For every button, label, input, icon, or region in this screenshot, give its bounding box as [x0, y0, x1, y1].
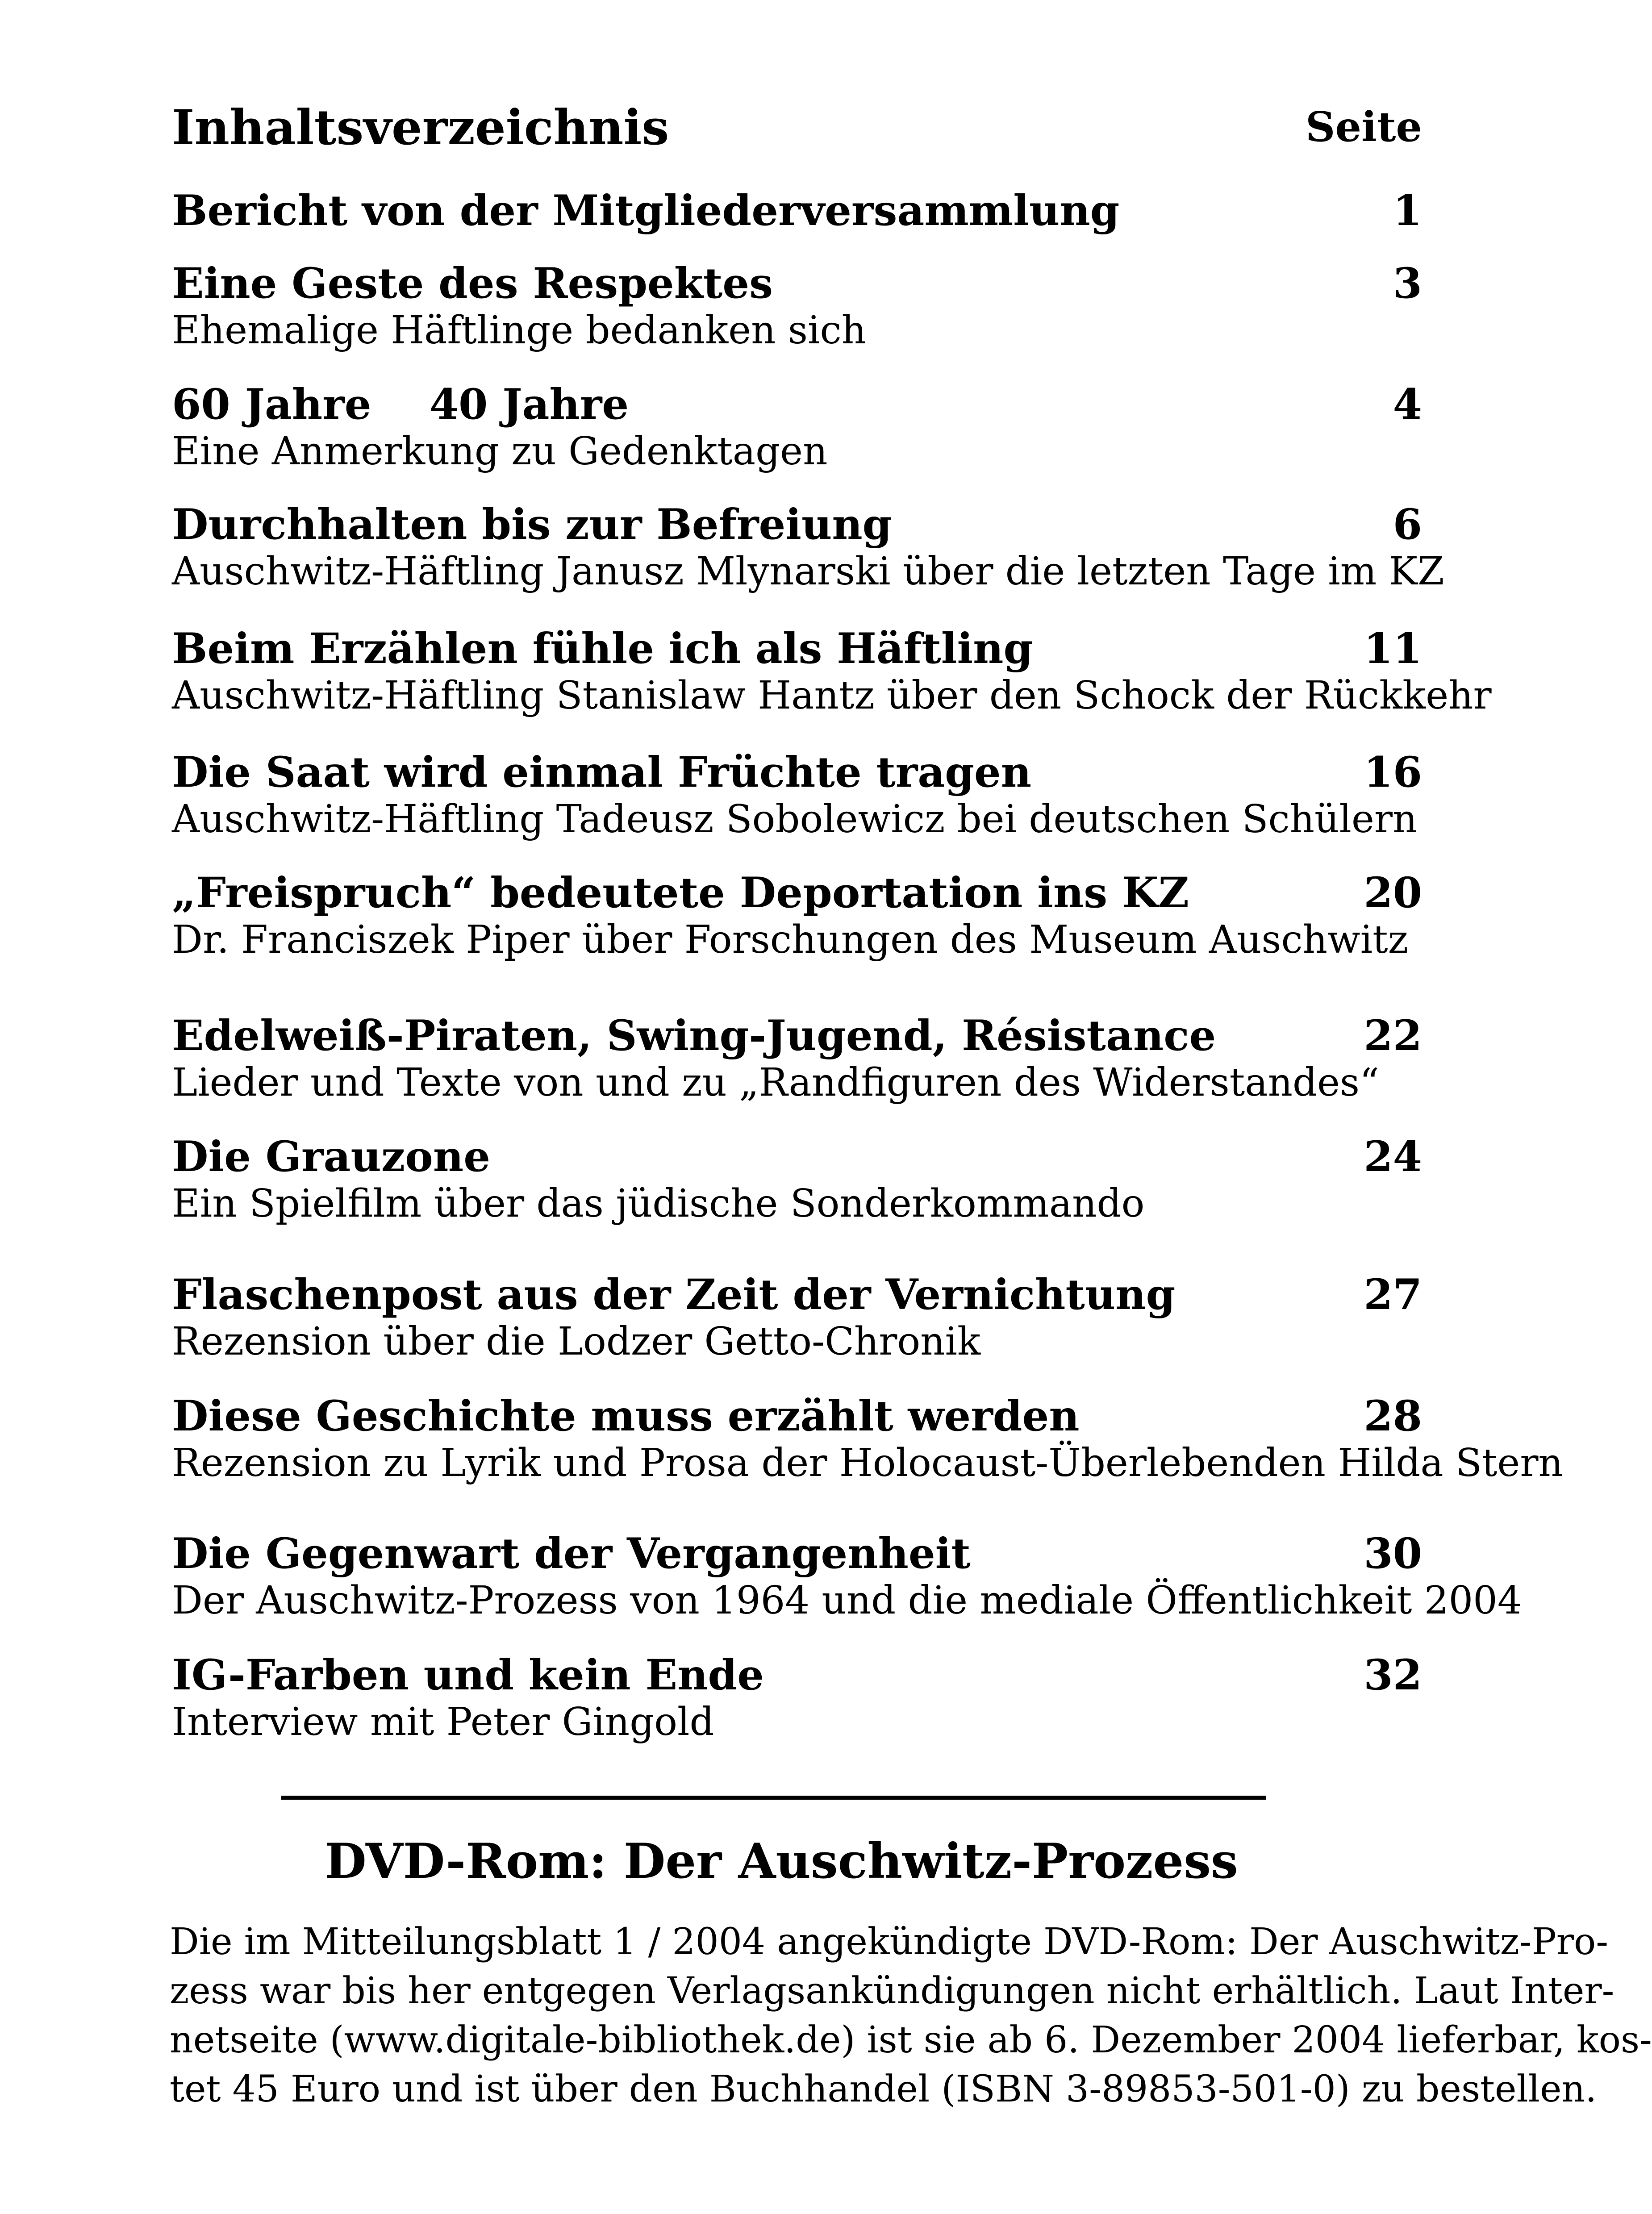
toc-entry[interactable]	[172, 500, 1444, 594]
toc-entry-page: 3	[1393, 259, 1422, 308]
toc-entry-subtitle: Ehemalige Häftlinge bedanken sich	[172, 308, 867, 353]
toc-entry-title: Die Grauzone	[172, 1132, 491, 1181]
toc-entry-title: Durchhalten bis zur Befreiung	[172, 500, 892, 549]
toc-entry-title: „Freispruch“ bedeutete Deportation ins KZ	[172, 868, 1189, 917]
toc-entry[interactable]	[172, 1270, 1422, 1364]
toc-entry-page: 11	[1364, 624, 1422, 673]
toc-entry-page: 32	[1364, 1651, 1422, 1700]
dvd-paragraph-line: Die im Mitteilungsblatt 1 / 2004 angekündigte DVD-Rom: Der Auschwitz-Pro-	[170, 1921, 1609, 1963]
toc-entry-page: 22	[1364, 1011, 1422, 1060]
toc-entry-subtitle: Auschwitz-Häftling Janusz Mlynarski über die letzten Tage im KZ	[172, 549, 1444, 594]
toc-entry-subtitle: Rezension über die Lodzer Getto-Chronik	[172, 1319, 981, 1364]
toc-entry[interactable]	[172, 380, 1422, 474]
toc-entry-subtitle: Auschwitz-Häftling Tadeusz Sobolewicz bei deutschen Schülern	[172, 797, 1418, 842]
toc-entry-title: Diese Geschichte muss erzählt werden	[172, 1392, 1080, 1441]
toc-entry-title	[172, 380, 629, 429]
toc-entry[interactable]	[172, 868, 1422, 962]
toc-entry[interactable]	[172, 1529, 1522, 1623]
dvd-heading: DVD-Rom: Der Auschwitz-Prozess	[325, 1833, 1238, 1889]
toc-entry[interactable]	[172, 624, 1492, 718]
dvd-paragraph-line: netseite (www.digitale-bibliothek.de) ist sie ab 6. Dezember 2004 lieferbar, kos-	[170, 2019, 1652, 2061]
toc-entry-page: 1	[1393, 186, 1422, 235]
toc-entry-subtitle: Auschwitz-Häftling Stanislaw Hantz über den Schock der Rückkehr	[172, 673, 1492, 718]
toc-entry-subtitle: Rezension zu Lyrik und Prosa der Holocaust-Überlebenden Hilda Stern	[172, 1441, 1563, 1485]
toc-entry-page: 30	[1364, 1529, 1422, 1578]
toc-entry-page: 4	[1393, 380, 1422, 429]
toc-entry-title: IG-Farben und kein Ende	[172, 1651, 764, 1700]
toc-entry[interactable]	[172, 1651, 1422, 1744]
toc-entry-title: Eine Geste des Respektes	[172, 259, 773, 308]
toc-entry-subtitle: Lieder und Texte von und zu „Randfiguren des Widerstandes“	[172, 1060, 1380, 1105]
toc-entry-subtitle: Ein Spielfilm über das jüdische Sonderkommando	[172, 1181, 1145, 1226]
toc-entry-title-part-b: 40 Jahre	[429, 380, 629, 429]
toc-entry-title: Flaschenpost aus der Zeit der Vernichtung	[172, 1270, 1176, 1319]
dvd-paragraph-line: zess war bis her entgegen Verlagsankündigungen nicht erhältlich. Laut Inter-	[170, 1970, 1614, 2012]
toc-entry-title: Edelweiß-Piraten, Swing-Jugend, Résistance	[172, 1011, 1216, 1060]
dvd-paragraph	[170, 1918, 1652, 2114]
toc-entry-page: 24	[1364, 1132, 1422, 1181]
toc-title: Inhaltsverzeichnis	[172, 100, 669, 156]
toc-entry-page: 28	[1364, 1392, 1422, 1441]
toc-entry[interactable]	[172, 259, 1422, 353]
toc-entry[interactable]	[172, 1011, 1422, 1105]
toc-entry-page: 16	[1364, 748, 1422, 797]
toc-entry-title: Beim Erzählen fühle ich als Häftling	[172, 624, 1033, 673]
toc-entry[interactable]	[172, 186, 1422, 235]
toc-entry[interactable]	[172, 1392, 1563, 1485]
section-divider	[281, 1796, 1266, 1800]
toc-entry-page: 27	[1364, 1270, 1422, 1319]
toc-entry-subtitle: Der Auschwitz-Prozess von 1964 und die mediale Öffentlichkeit 2004	[172, 1578, 1522, 1623]
toc-entry-subtitle: Dr. Franciszek Piper über Forschungen des Museum Auschwitz	[172, 917, 1409, 962]
toc-entry[interactable]	[172, 1132, 1422, 1226]
toc-entry-title: Die Saat wird einmal Früchte tragen	[172, 748, 1032, 797]
toc-entry-title-part-a: 60 Jahre	[172, 380, 371, 429]
toc-entry[interactable]	[172, 748, 1422, 842]
toc-entry-title: Bericht von der Mitgliederversammlung	[172, 186, 1120, 235]
toc-entry-subtitle: Eine Anmerkung zu Gedenktagen	[172, 429, 828, 474]
toc-entry-page: 20	[1364, 868, 1422, 917]
page-column-label: Seite	[1306, 103, 1422, 151]
toc-entry-title: Die Gegenwart der Vergangenheit	[172, 1529, 971, 1578]
dvd-paragraph-line: tet 45 Euro und ist über den Buchhandel (ISBN 3-89853-501-0) zu bestellen.	[170, 2068, 1597, 2110]
toc-entry-subtitle: Interview mit Peter Gingold	[172, 1700, 714, 1744]
toc-entry-page: 6	[1393, 500, 1422, 549]
